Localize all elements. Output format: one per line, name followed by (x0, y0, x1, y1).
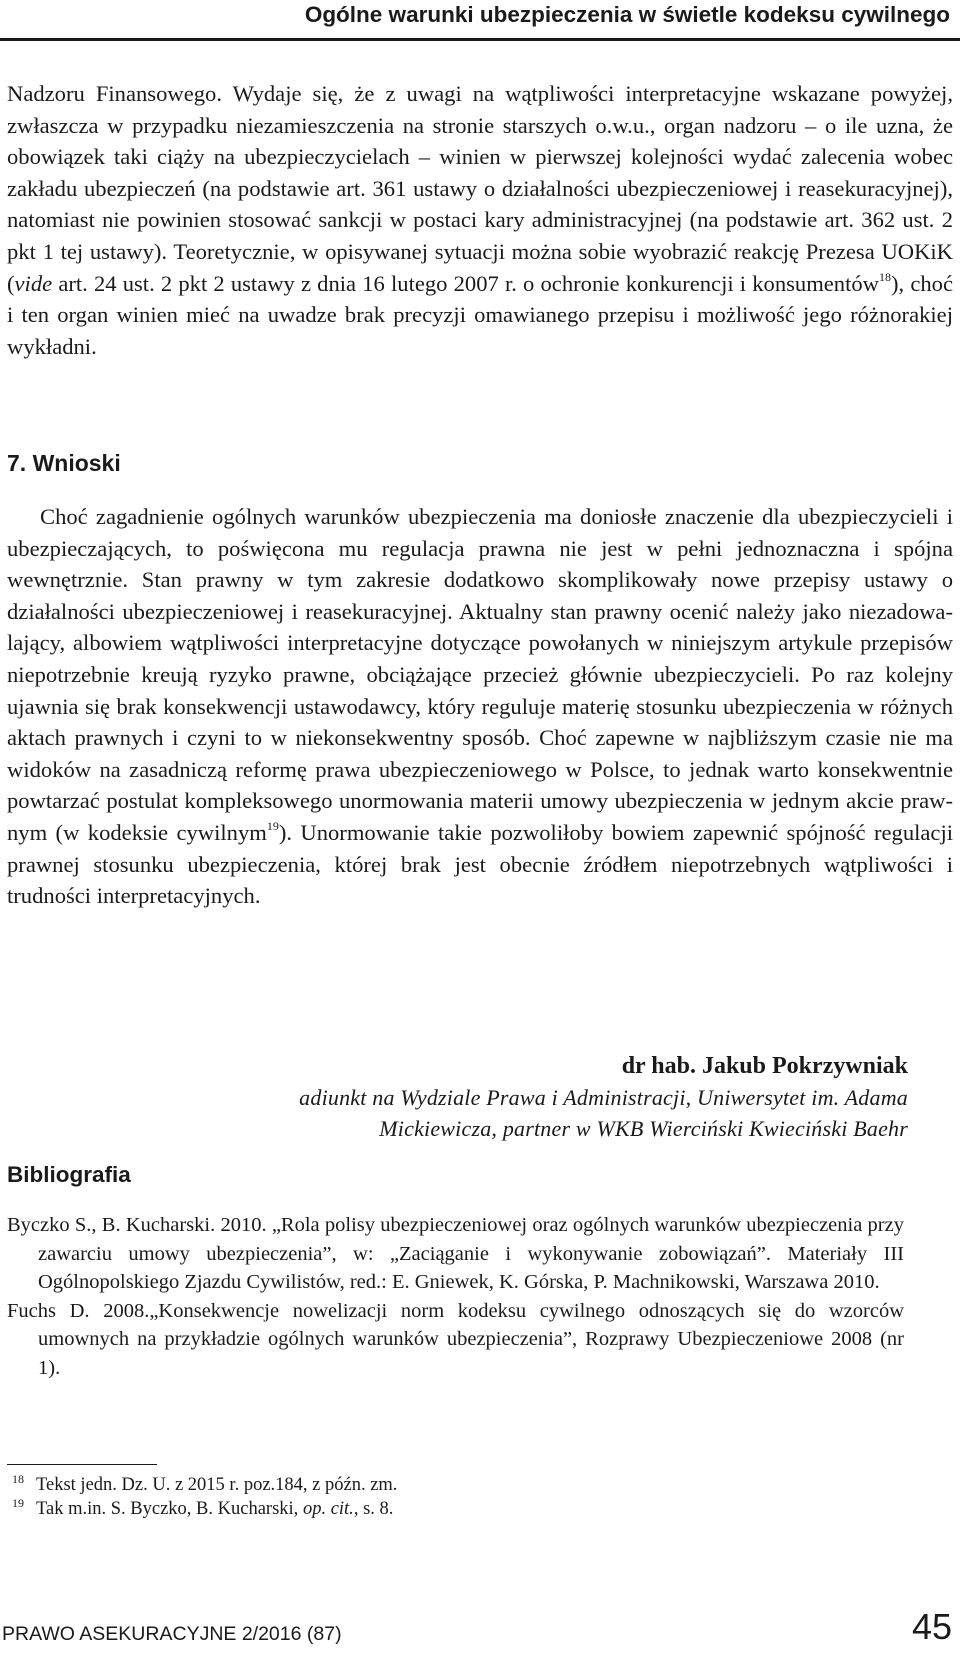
footnotes (12, 1473, 397, 1521)
bibliography-entry: Byczko S., B. Kucharski. 2010. „Rola polisy ubezpieczeniowej oraz ogólnych warunków ubezpieczenia przy zawarciu umowy ubezpieczenia”, w: „Zaciąganie i wykonywanie zobowiązań”. Materiały III Ogólnopolskiego Zjazdu Cywilistów, red.: E. Gniewek, K. Górska, P. Machnikowski, Warszawa 2010. (7, 1214, 904, 1294)
footnote-text: , s. 8. (353, 1499, 394, 1519)
author-block (48, 1050, 908, 1144)
bibliography-heading: Bibliografia (7, 1162, 131, 1187)
vide-term: vide (14, 270, 53, 296)
paragraph-text: art. 24 ust. 2 pkt 2 ustawy z dnia 16 lutego 2007 r. o ochronie konkurencji i konsumentów (52, 270, 879, 296)
footnote-text: Tekst jedn. Dz. U. z 2015 r. poz.184, z późn. zm. (36, 1475, 398, 1495)
conclusions-paragraph (7, 501, 953, 912)
running-head: Ogólne warunki ubezpieczenia w świetle kodeksu cywilnego (304, 2, 950, 27)
bibliography-list (7, 1211, 904, 1383)
paragraph-text: ), choć i ten organ winien mieć na uwadze brak precyzji omawianego przepisu i możliwość jego różnorakiej wykładni. (7, 270, 953, 359)
paragraph-text: Choć zagadnienie ogólnych warunków ubezpieczenia ma doniosłe znaczenie dla ubezpieczycieli i ubezpieczających, to poświęcona mu regulacja prawna nie jest w pełni jednoznaczna i spójna wewnętrznie. Stan prawny w tym zakresie dodatkowo skomplikowały nowe przepisy ustawy o działalności ubezpieczeniowej i reasekuracyjnej. Aktualny stan prawny ocenić należy jako niezadowalający, albowiem wątpliwości interpretacyjne dotyczące powołanych w niniejszym artykule przepisów niepotrzebnie kreują ryzyko prawne, obciążające przecież głównie ubezpieczycieli. Po raz kolejny ujawnia się brak konsekwencji ustawodawcy, który reguluje materię stosunku ubezpieczenia w różnych aktach prawnych i czyni to w niekonsekwentny sposób. Choć zapewne w najbliższym czasie nie ma widoków na zasadniczą reformę prawa ubezpieczeniowego w Polsce, to jednak warto konsekwentnie powtarzać postulat kompleksowego unormowania materii umowy ubezpieczenia w jednym akcie prawnym (w kodeksie cywilnym (7, 504, 953, 845)
paragraph-text: ). Unormowanie takie pozwoliłoby bowiem zapewnić spójność regulacji prawnej stosunku ubezpieczenia, której brak jest obecnie źródłem niepotrzebnych wątpliwości i trudności interpretacyjnych. (7, 819, 954, 909)
header-rule (0, 38, 960, 41)
author-affiliation-line: Mickiewicza, partner w WKB Wierciński Kwieciński Baehr (379, 1116, 908, 1141)
footnote-separator (7, 1464, 157, 1465)
author-affiliation-line: adiunkt na Wydziale Prawa i Administracji, Uniwersytet im. Adama (299, 1085, 908, 1110)
footnote-18: 18 Tekst jedn. Dz. U. z 2015 r. poz.184, z późn. zm. (12, 1472, 398, 1495)
page-number: 45 (911, 1606, 952, 1647)
journal-footer: PRAWO ASEKURACYJNE 2/2016 (87) (2, 1623, 342, 1645)
footnote-italic: op. cit. (302, 1499, 354, 1519)
bibliography-entry: Fuchs D. 2008.„Konsekwencje nowelizacji norm kodeksu cywilnego odnoszących się do wzorców umownych na przykładzie ogólnych warunków ubezpieczenia”, Rozprawy Ubezpieczeniowe 2008 (nr 1). (7, 1299, 904, 1379)
footnote-19: 19 Tak m.in. S. Byczko, B. Kucharski, op. cit., s. 8. (12, 1496, 394, 1519)
footnote-ref-19[interactable]: 19 (266, 818, 279, 833)
footnote-ref-18[interactable]: 18 (879, 269, 891, 284)
author-name: dr hab. Jakub Pokrzywniak (621, 1053, 908, 1079)
section-heading: 7. Wnioski (7, 450, 121, 476)
paragraph-continued (7, 78, 953, 362)
footnote-text: Tak m.in. S. Byczko, B. Kucharski, (36, 1499, 303, 1519)
paragraph-text: Nadzoru Finansowego. Wydaje się, że z uwagi na wątpliwości interpretacyjne wskazane powyżej, zwłaszcza w przypadku niezamieszczenia na stronie starszych o.w.u., organ nadzoru – o ile uzna, że obowiązek taki ciąży na ubezpieczycielach – winien w pierwszej kolejności wydać zalecenia wobec zakładu ubezpieczeń (na podstawie art. 361 ustawy o działalności ubezpieczeniowej i reasekuracyjnej), natomiast nie powinien stosować sankcji w postaci kary administracyjnej (na podstawie art. 362 ust. 2 pkt 1 tej ustawy). Teoretycznie, w opisywanej sytuacji można sobie wyobrazić reakcję Prezesa UOKiK ( (7, 81, 953, 296)
